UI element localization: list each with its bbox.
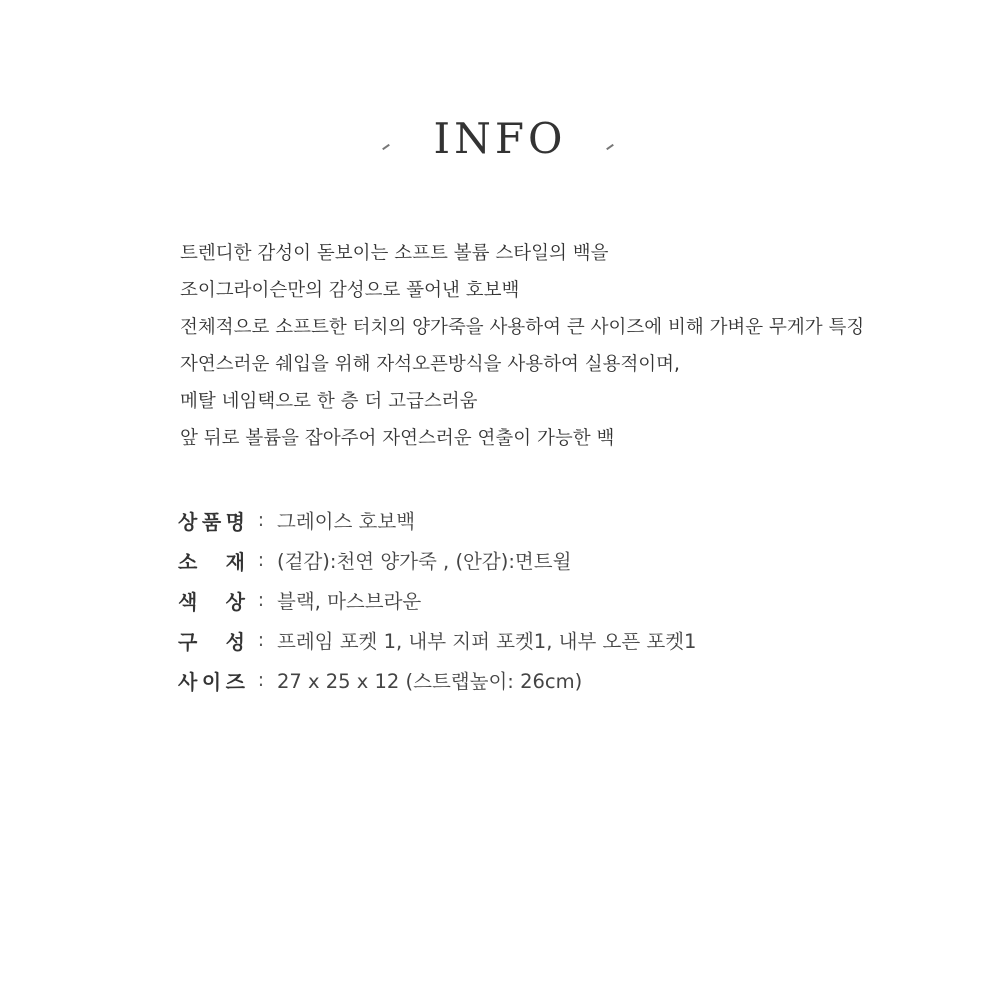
product-specs [178, 500, 898, 700]
spec-value: (겉감):천연 양가죽 , (안감):면트윌 [277, 550, 572, 573]
spec-separator: : [257, 509, 265, 531]
spec-label: 사 이 즈 [178, 669, 245, 694]
spec-value: 27 x 25 x 12 (스트랩높이: 26cm) [277, 670, 583, 693]
spec-label: 소 재 [178, 549, 245, 574]
spec-label: 구 성 [178, 629, 245, 654]
spec-row-color [178, 580, 898, 620]
spec-row-product-name [178, 500, 898, 540]
spec-row-size [178, 660, 898, 700]
spec-label: 상 품 명 [178, 509, 245, 534]
description-line: 자연스러운 쉐입을 위해 자석오픈방식을 사용하여 실용적이며, [180, 354, 680, 375]
description-line: 앞 뒤로 볼륨을 잡아주어 자연스러운 연출이 가능한 백 [180, 428, 615, 449]
spec-separator: : [257, 629, 265, 651]
description-line: 조이그라이슨만의 감성으로 풀어낸 호보백 [180, 280, 520, 301]
spec-separator: : [257, 589, 265, 611]
spec-label: 색 상 [178, 589, 245, 614]
spec-row-material [178, 540, 898, 580]
description-line: 메탈 네임택으로 한 층 더 고급스러움 [180, 391, 478, 412]
spec-value: 블랙, 마스브라운 [277, 590, 422, 613]
spec-value: 그레이스 호보백 [277, 510, 416, 533]
spec-row-composition [178, 620, 898, 660]
description-line: 트렌디한 감성이 돋보이는 소프트 볼륨 스타일의 백을 [180, 243, 609, 264]
spec-value: 프레임 포켓 1, 내부 지퍼 포켓1, 내부 오픈 포켓1 [277, 630, 697, 653]
info-title: INFO [433, 114, 567, 155]
spec-separator: : [257, 549, 265, 571]
description-line: 전체적으로 소프트한 터치의 양가죽을 사용하여 큰 사이즈에 비해 가벼운 무게가 특징 [180, 317, 865, 338]
info-header [0, 0, 1000, 155]
spec-separator: : [257, 669, 265, 691]
product-description [180, 235, 900, 457]
